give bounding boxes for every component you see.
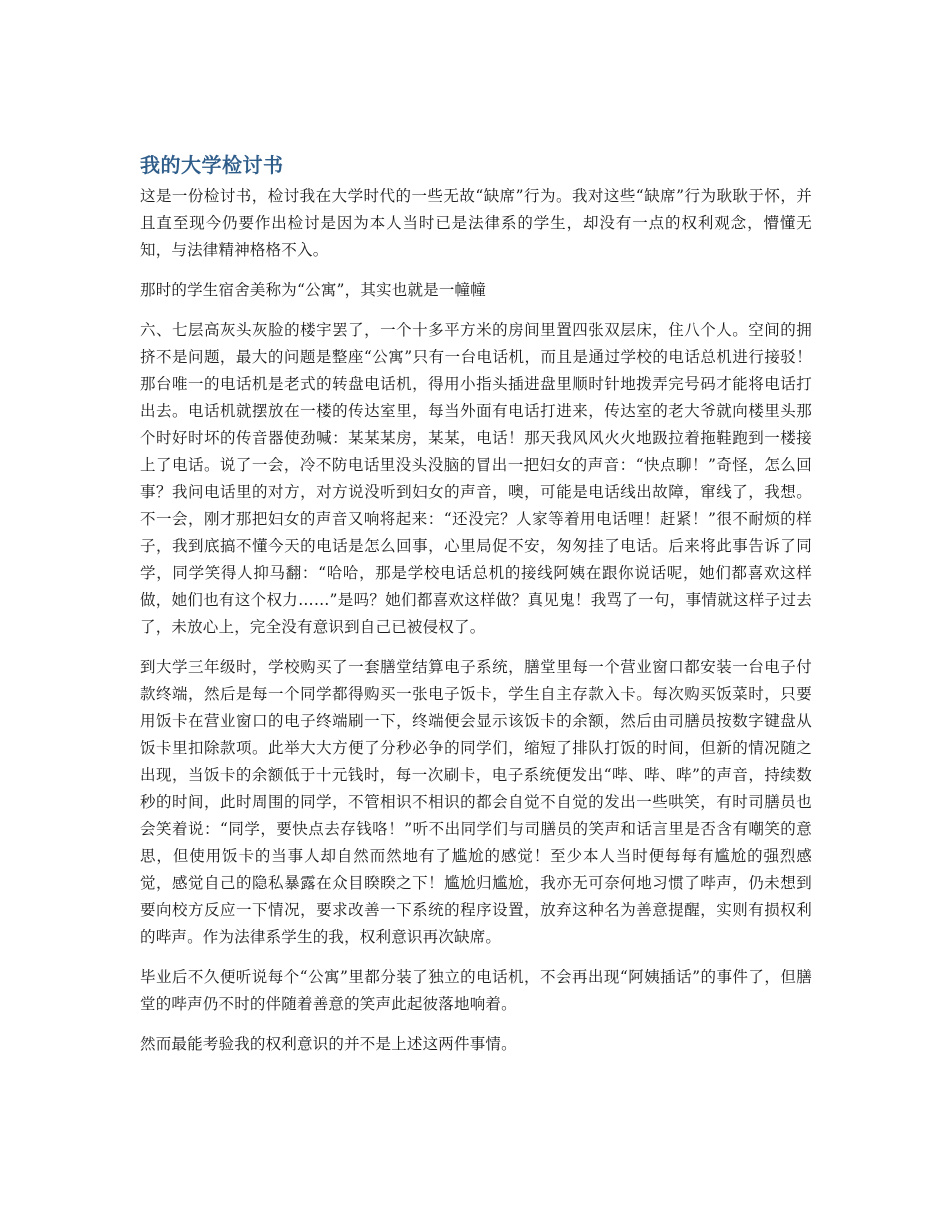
document-body — [140, 151, 812, 1071]
paragraph-conclusion: 然而最能考验我的权利意识的并不是上述这两件事情。 — [140, 1035, 517, 1053]
paragraph-telephone-story: 六、七层高灰头灰脸的楼宇罢了，一个十多平方米的房间里置四张双层床，住八个人。空间的拥挤不是问题，最大的问题是整座“公寓”只有一台电话机，而且是通过学校的电话总机进行接驳！那台唯一的电话机是老式的转盘电话机，得用小指头插进盘里顺时针地拨弄完号码才能将电话打出去。电话机就摆放在一楼的传达室里，每当外面有电话打进来，传达室的老大爷就向楼里头那个时好时坏的传音器使劲喊：某某某房，某某，电话！那天我风风火火地趿拉着拖鞋跑到一楼接上了电话。说了一会，冷不防电话里没头没脑的冒出一把妇女的声音：“快点聊！”奇怪，怎么回事？我问电话里的对方，对方说没听到妇女的声音，噢，可能是电话线出故障，窜线了，我想。不一会，刚才那把妇女的声音又响将起来：“还没完？人家等着用电话哩！赶紧！”很不耐烦的样子，我到底搞不懂今天的电话是怎么回事，心里局促不安，匆匆挂了电话。后来将此事告诉了同学，同学笑得人抑马翻：“哈哈，那是学校电话总机的接线阿姨在跟你说话呢，她们都喜欢这样做，她们也有这个权力……”是吗？她们都喜欢这样做？真见鬼！我骂了一句，事情就这样子过去了，未放心上，完全没有意识到自己已被侵权了。 — [140, 321, 812, 636]
paragraph-after-graduation: 毕业后不久便听说每个“公寓”里都分装了独立的电话机，不会再出现“阿姨插话”的事件了，但膳堂的哔声仍不时的伴随着善意的笑声此起彼落地响着。 — [140, 968, 812, 1013]
paragraph-intro: 这是一份检讨书，检讨我在大学时代的一些无故“缺席”行为。我对这些“缺席”行为耿耿于怀，并且直至现今仍要作出检讨是因为本人当时已是法律系的学生，却没有一点的权利观念，懵懂无知，与法律精神格格不入。 — [140, 187, 812, 259]
paragraph-canteen-card: 到大学三年级时，学校购买了一套膳堂结算电子系统，膳堂里每一个营业窗口都安装一台电子付款终端，然后是每一个同学都得购买一张电子饭卡，学生自主存款入卡。每次购买饭菜时，只要用饭卡在营业窗口的电子终端刷一下，终端便会显示该饭卡的余额，然后由司膳员按数字键盘从饭卡里扣除款项。此举大大方便了分秒必争的同学们，缩短了排队打饭的时间，但新的情况随之出现，当饭卡的余额低于十元钱时，每一次刷卡，电子系统便发出“哔、哔、哔”的声音，持续数秒的时间，此时周围的同学，不管相识不相识的都会自觉不自觉的发出一些哄笑，有时司膳员也会笑着说：“同学，要快点去存钱咯！”听不出同学们与司膳员的笑声和话言里是否含有嘲笑的意思，但使用饭卡的当事人却自然而然地有了尴尬的感觉！至少本人当时便每每有尴尬的强烈感觉，感觉自己的隐私暴露在众目睽睽之下！尴尬归尴尬，我亦无可奈何地习惯了哔声，仍未想到要向校方反应一下情况，要求改善一下系统的程序设置，放弃这种名为善意提醒，实则有损权利的哔声。作为法律系学生的我，权利意识再次缺席。 — [140, 658, 812, 946]
document-title: 我的大学检讨书 — [140, 153, 284, 177]
paragraph-dormitory: 那时的学生宿舍美称为“公寓”，其实也就是一幢幢 — [140, 281, 486, 299]
